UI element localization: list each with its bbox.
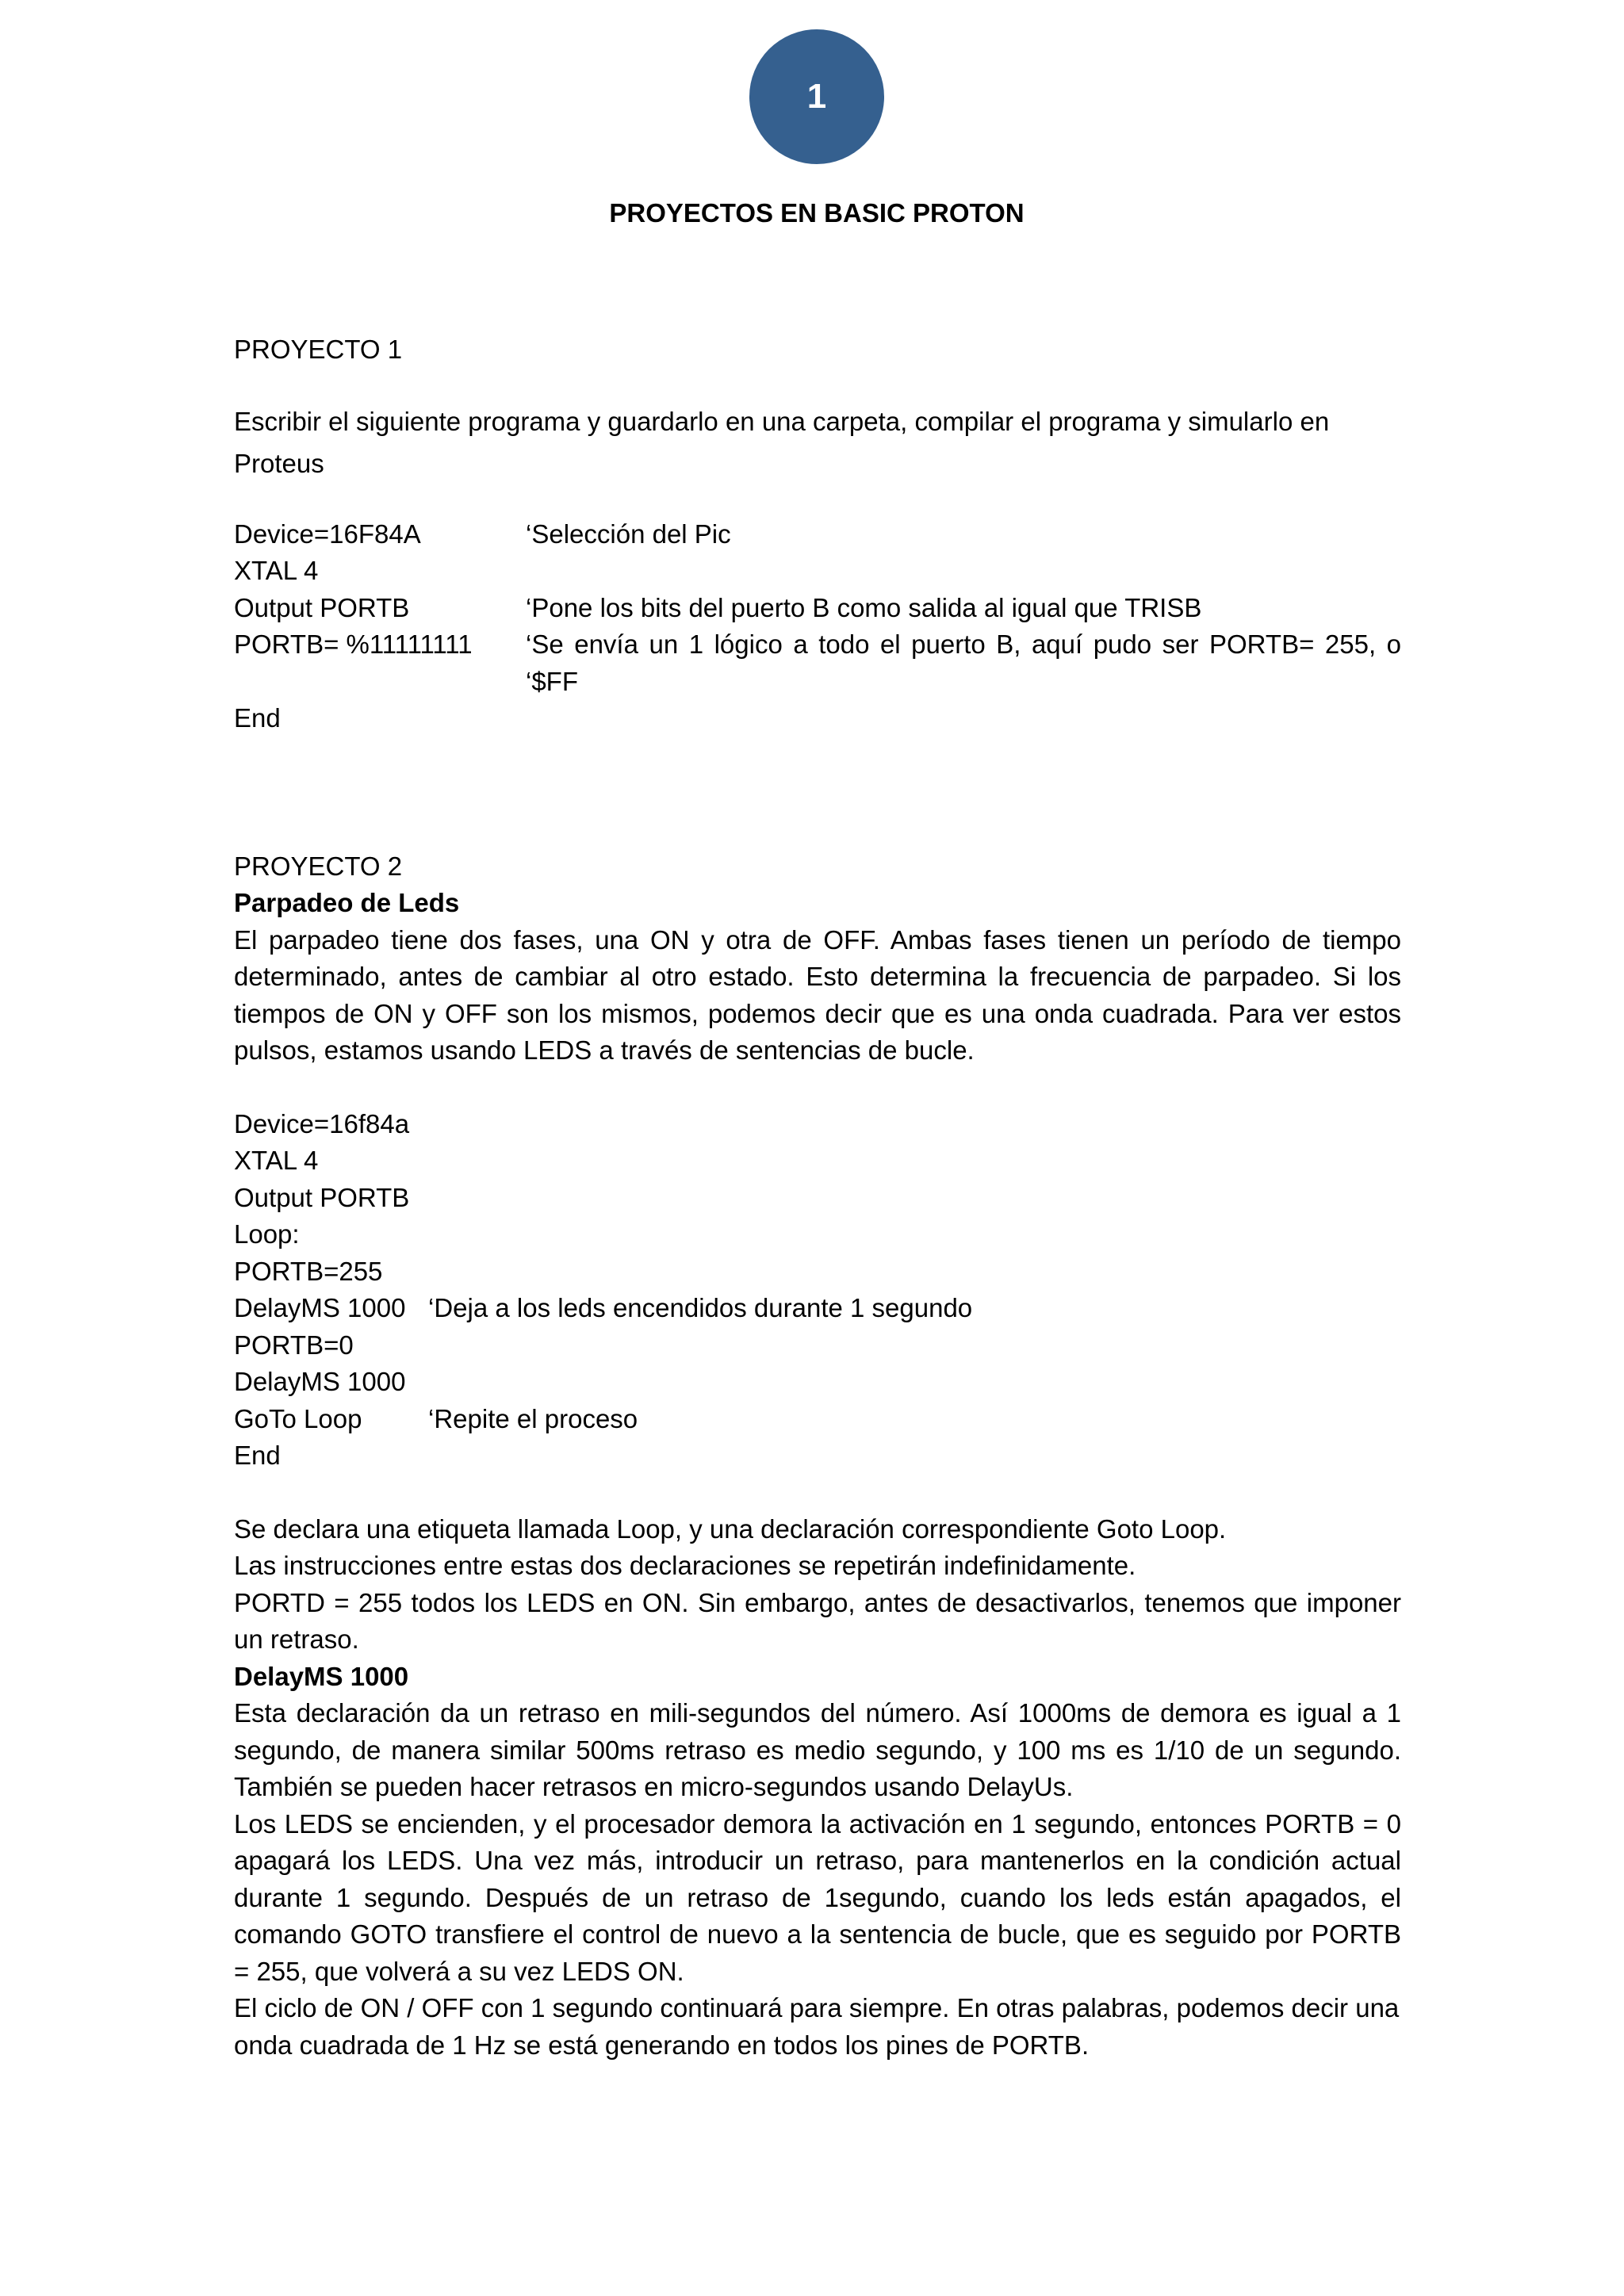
code-comment	[428, 1327, 1401, 1364]
project1-intro	[234, 400, 1401, 484]
code-comment: ‘Selección del Pic	[526, 519, 731, 549]
code-text: Device=16F84A	[234, 519, 421, 549]
code-text: GoTo Loop	[234, 1403, 362, 1433]
delay-heading: DelayMS 1000	[234, 1661, 409, 1691]
code-line	[234, 1253, 1401, 1291]
code-line	[234, 1216, 1401, 1253]
code-text: DelayMS 1000	[234, 1367, 406, 1396]
project2-explain-1: Se declara una etiqueta llamada Loop, y una declaración correspondiente Goto Loop.	[234, 1513, 1227, 1544]
delay-paragraph-1: Esta declaración da un retraso en mili-segundos del número. Así 1000ms de demora es igual a 1 segundo, de manera similar 500ms retraso es medio segundo, y 100 ms es 1/10 de un segundo. También se pueden hacer retrasos en micro-segundos usando DelayUs.	[234, 1698, 1401, 1801]
project2-explain-3: PORTD = 255 todos los LEDS en ON. Sin embargo, antes de desactivarlos, tenemos que imponer un retraso.	[234, 1587, 1401, 1654]
code-text: Output PORTB	[234, 1182, 410, 1212]
code-text: Device=16f84a	[234, 1108, 410, 1138]
code-line	[234, 1401, 1401, 1438]
code-comment	[428, 1364, 1401, 1401]
delay-paragraph-3: El ciclo de ON / OFF con 1 segundo continuará para siempre. En otras palabras, podemos decir una onda cuadrada de 1 Hz se está generando en todos los pines de PORTB.	[234, 1993, 1400, 2060]
code-text: XTAL 4	[234, 556, 319, 585]
code-text: Loop:	[234, 1219, 300, 1249]
code-text: End	[234, 703, 281, 733]
document-title: PROYECTOS EN BASIC PROTON	[609, 198, 1025, 228]
project1-code-block	[234, 516, 1401, 737]
project1-heading: PROYECTO 1	[234, 335, 403, 364]
document-body	[234, 331, 1401, 2064]
code-line	[234, 1290, 1401, 1327]
code-comment	[526, 553, 1401, 590]
code-comment: ‘Pone los bits del puerto B como salida al igual que TRISB	[526, 592, 1202, 622]
code-comment: ‘Se envía un 1 lógico a todo el puerto B, aquí pudo ser PORTB= 255, o ‘$FF	[526, 629, 1401, 696]
project2-heading: PROYECTO 2	[234, 851, 403, 881]
project2-code-block	[234, 1106, 1401, 1475]
code-text: Output PORTB	[234, 592, 410, 622]
code-comment: ‘Deja a los leds encendidos durante 1 segundo	[428, 1293, 973, 1322]
code-line	[234, 626, 1401, 700]
code-line	[234, 1364, 1401, 1401]
code-comment: ‘Repite el proceso	[428, 1403, 638, 1433]
code-comment	[428, 1142, 1401, 1180]
page-number-badge	[749, 29, 884, 164]
project1-intro-line2: Proteus	[234, 448, 324, 478]
code-text: End	[234, 1441, 281, 1470]
code-comment	[428, 1216, 1401, 1253]
code-comment	[526, 700, 1401, 737]
code-line	[234, 1437, 1401, 1475]
project2-subtitle: Parpadeo de Leds	[234, 888, 460, 917]
project2-intro: El parpadeo tiene dos fases, una ON y otra de OFF. Ambas fases tienen un período de tiempo determinado, antes de cambiar al otro estado. Esto determina la frecuencia de parpadeo. Si los tiempos de ON y OFF son los mismos, podemos decir que es una onda cuadrada. Para ver estos pulsos, estamos usando LEDS a través de sentencias de bucle.	[234, 924, 1401, 1065]
code-line	[234, 1180, 1401, 1217]
project1-intro-line1: Escribir el siguiente programa y guardarlo en una carpeta, compilar el programa y simularlo en	[234, 406, 1330, 436]
code-comment	[428, 1106, 1401, 1143]
code-text: XTAL 4	[234, 1146, 319, 1175]
code-line	[234, 1327, 1401, 1364]
code-line	[234, 553, 1401, 590]
project2-explain-2: Las instrucciones entre estas dos declaraciones se repetirán indefinidamente.	[234, 1551, 1136, 1580]
code-text: PORTB=255	[234, 1256, 383, 1286]
code-line	[234, 1106, 1401, 1143]
code-line	[234, 700, 1401, 737]
code-comment	[428, 1253, 1401, 1291]
code-line	[234, 590, 1401, 627]
page-number: 1	[806, 77, 827, 116]
code-comment	[428, 1437, 1401, 1475]
code-line	[234, 516, 1401, 553]
delay-paragraph-2: Los LEDS se encienden, y el procesador demora la activación en 1 segundo, entonces PORTB = 0 apagará los LEDS. Una vez más, introducir un retraso, para mantenerlos en la condición actual durante 1 segundo. Después de un retraso de 1segundo, cuando los leds están apagados, el comando GOTO transfiere el control de nuevo a la sentencia de bucle, que es seguido por PORTB = 255, que volverá a su vez LEDS ON.	[234, 1808, 1401, 1986]
code-text: PORTB= %11111111	[234, 629, 473, 659]
code-text: DelayMS 1000	[234, 1293, 406, 1322]
code-text: PORTB=0	[234, 1330, 354, 1360]
code-line	[234, 1142, 1401, 1180]
code-comment	[428, 1180, 1401, 1217]
